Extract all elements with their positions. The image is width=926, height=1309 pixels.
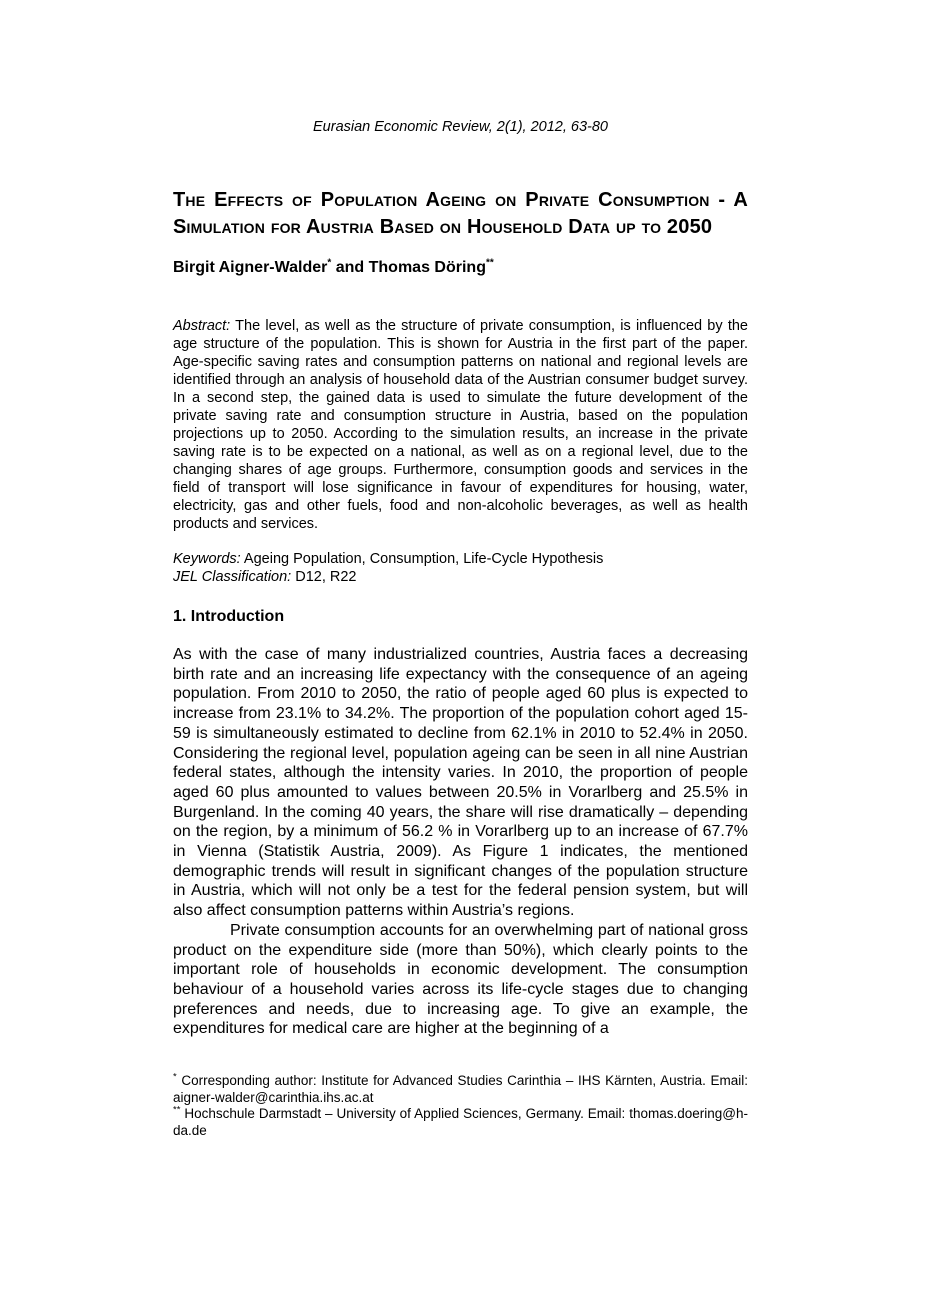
abstract-paragraph xyxy=(173,317,748,533)
abstract-text: The level, as well as the structure of private consumption, is influenced by the age structure of the population. This is shown for Austria in the first part of the paper. Age-specific saving rates and consumption patterns on national and regional levels are identified through an analysis of household data of the Austrian consumer budget survey. In a second step, the gained data is used to simulate the future development of the private saving rate and consumption structure in Austria, based on the population projections up to 2050. According to the simulation results, an increase in the private saving rate is to be expected on a national, as well as on a regional level, due to the changing shares of age groups. Furthermore, consumption goods and services in the field of transport will lose significance in favour of expenditures for housing, water, electricity, gas and other fuels, food and non-alcoholic beverages, as well as health products and services. xyxy=(173,318,748,532)
footnote-second-author xyxy=(173,1106,748,1139)
author-first-name: Birgit Aigner-Walder xyxy=(173,259,328,276)
jel-line xyxy=(173,568,748,586)
journal-running-head: Eurasian Economic Review, 2(1), 2012, 63-80 xyxy=(313,119,608,135)
keywords-text: Ageing Population, Consumption, Life-Cycle Hypothesis xyxy=(240,551,604,567)
section-heading-introduction: 1. Introduction xyxy=(173,608,285,625)
keywords-label: Keywords: xyxy=(173,551,241,567)
author-first-footnote-marker: * xyxy=(327,257,332,269)
jel-text: D12, R22 xyxy=(291,569,357,585)
paper-title: The Effects of Population Ageing on Private Consumption - A Simulation for Austria Based on Household Data up to 2050 xyxy=(173,189,748,238)
footnote-corresponding-author xyxy=(173,1073,748,1106)
footnote-marker: * xyxy=(173,1071,177,1083)
authors-connector: and xyxy=(331,259,369,276)
footnotes xyxy=(173,1073,748,1139)
footnote-text: Hochschule Darmstadt – University of Applied Sciences, Germany. Email: thomas.doering@h-da.de xyxy=(173,1106,748,1138)
abstract-label: Abstract: xyxy=(173,318,231,334)
author-second-footnote-marker: ** xyxy=(485,257,494,269)
authors-line xyxy=(173,258,748,277)
footnote-text: Corresponding author: Institute for Advanced Studies Carinthia – IHS Kärnten, Austria. Email: aigner-walder@carinthia.ihs.ac.at xyxy=(173,1073,748,1105)
body-paragraph: As with the case of many industrialized countries, Austria faces a decreasing birth rate and an increasing life expectancy with the consequence of an ageing population. From 2010 to 2050, the ratio of people aged 60 plus is expected to increase from 23.1% to 34.2%. The proportion of the population cohort aged 15-59 is simultaneously estimated to decline from 62.1% in 2010 to 52.4% in 2050. Considering the regional level, population ageing can be seen in all nine Austrian federal states, although the intensity varies. In 2010, the proportion of people aged 60 plus amounted to values between 20.5% in Vorarlberg and 25.5% in Burgenland. In the coming 40 years, the share will rise dramatically – depending on the region, by a minimum of 56.2 % in Vorarlberg up to an increase of 67.7% in Vienna (Statistik Austria, 2009). As Figure 1 indicates, the mentioned demographic trends will result in significant changes of the population structure in Austria, which will not only be a test for the federal pension system, but will also affect consumption patterns within Austria’s regions. xyxy=(173,646,748,920)
author-second-name: Thomas Döring xyxy=(368,259,486,276)
keywords-jel-block xyxy=(173,550,748,586)
keywords-line xyxy=(173,550,748,568)
document-page xyxy=(173,0,748,1139)
jel-label: JEL Classification: xyxy=(173,569,292,585)
footnote-marker: ** xyxy=(173,1104,181,1116)
body-paragraph: Private consumption accounts for an overwhelming part of national gross product on the expenditure side (more than 50%), which clearly points to the important role of households in economic development. The consumption behaviour of a household varies across its life-cycle stages due to changing preferences and needs, due to increasing age. To give an example, the expenditures for medical care are higher at the beginning of a xyxy=(173,921,748,1038)
